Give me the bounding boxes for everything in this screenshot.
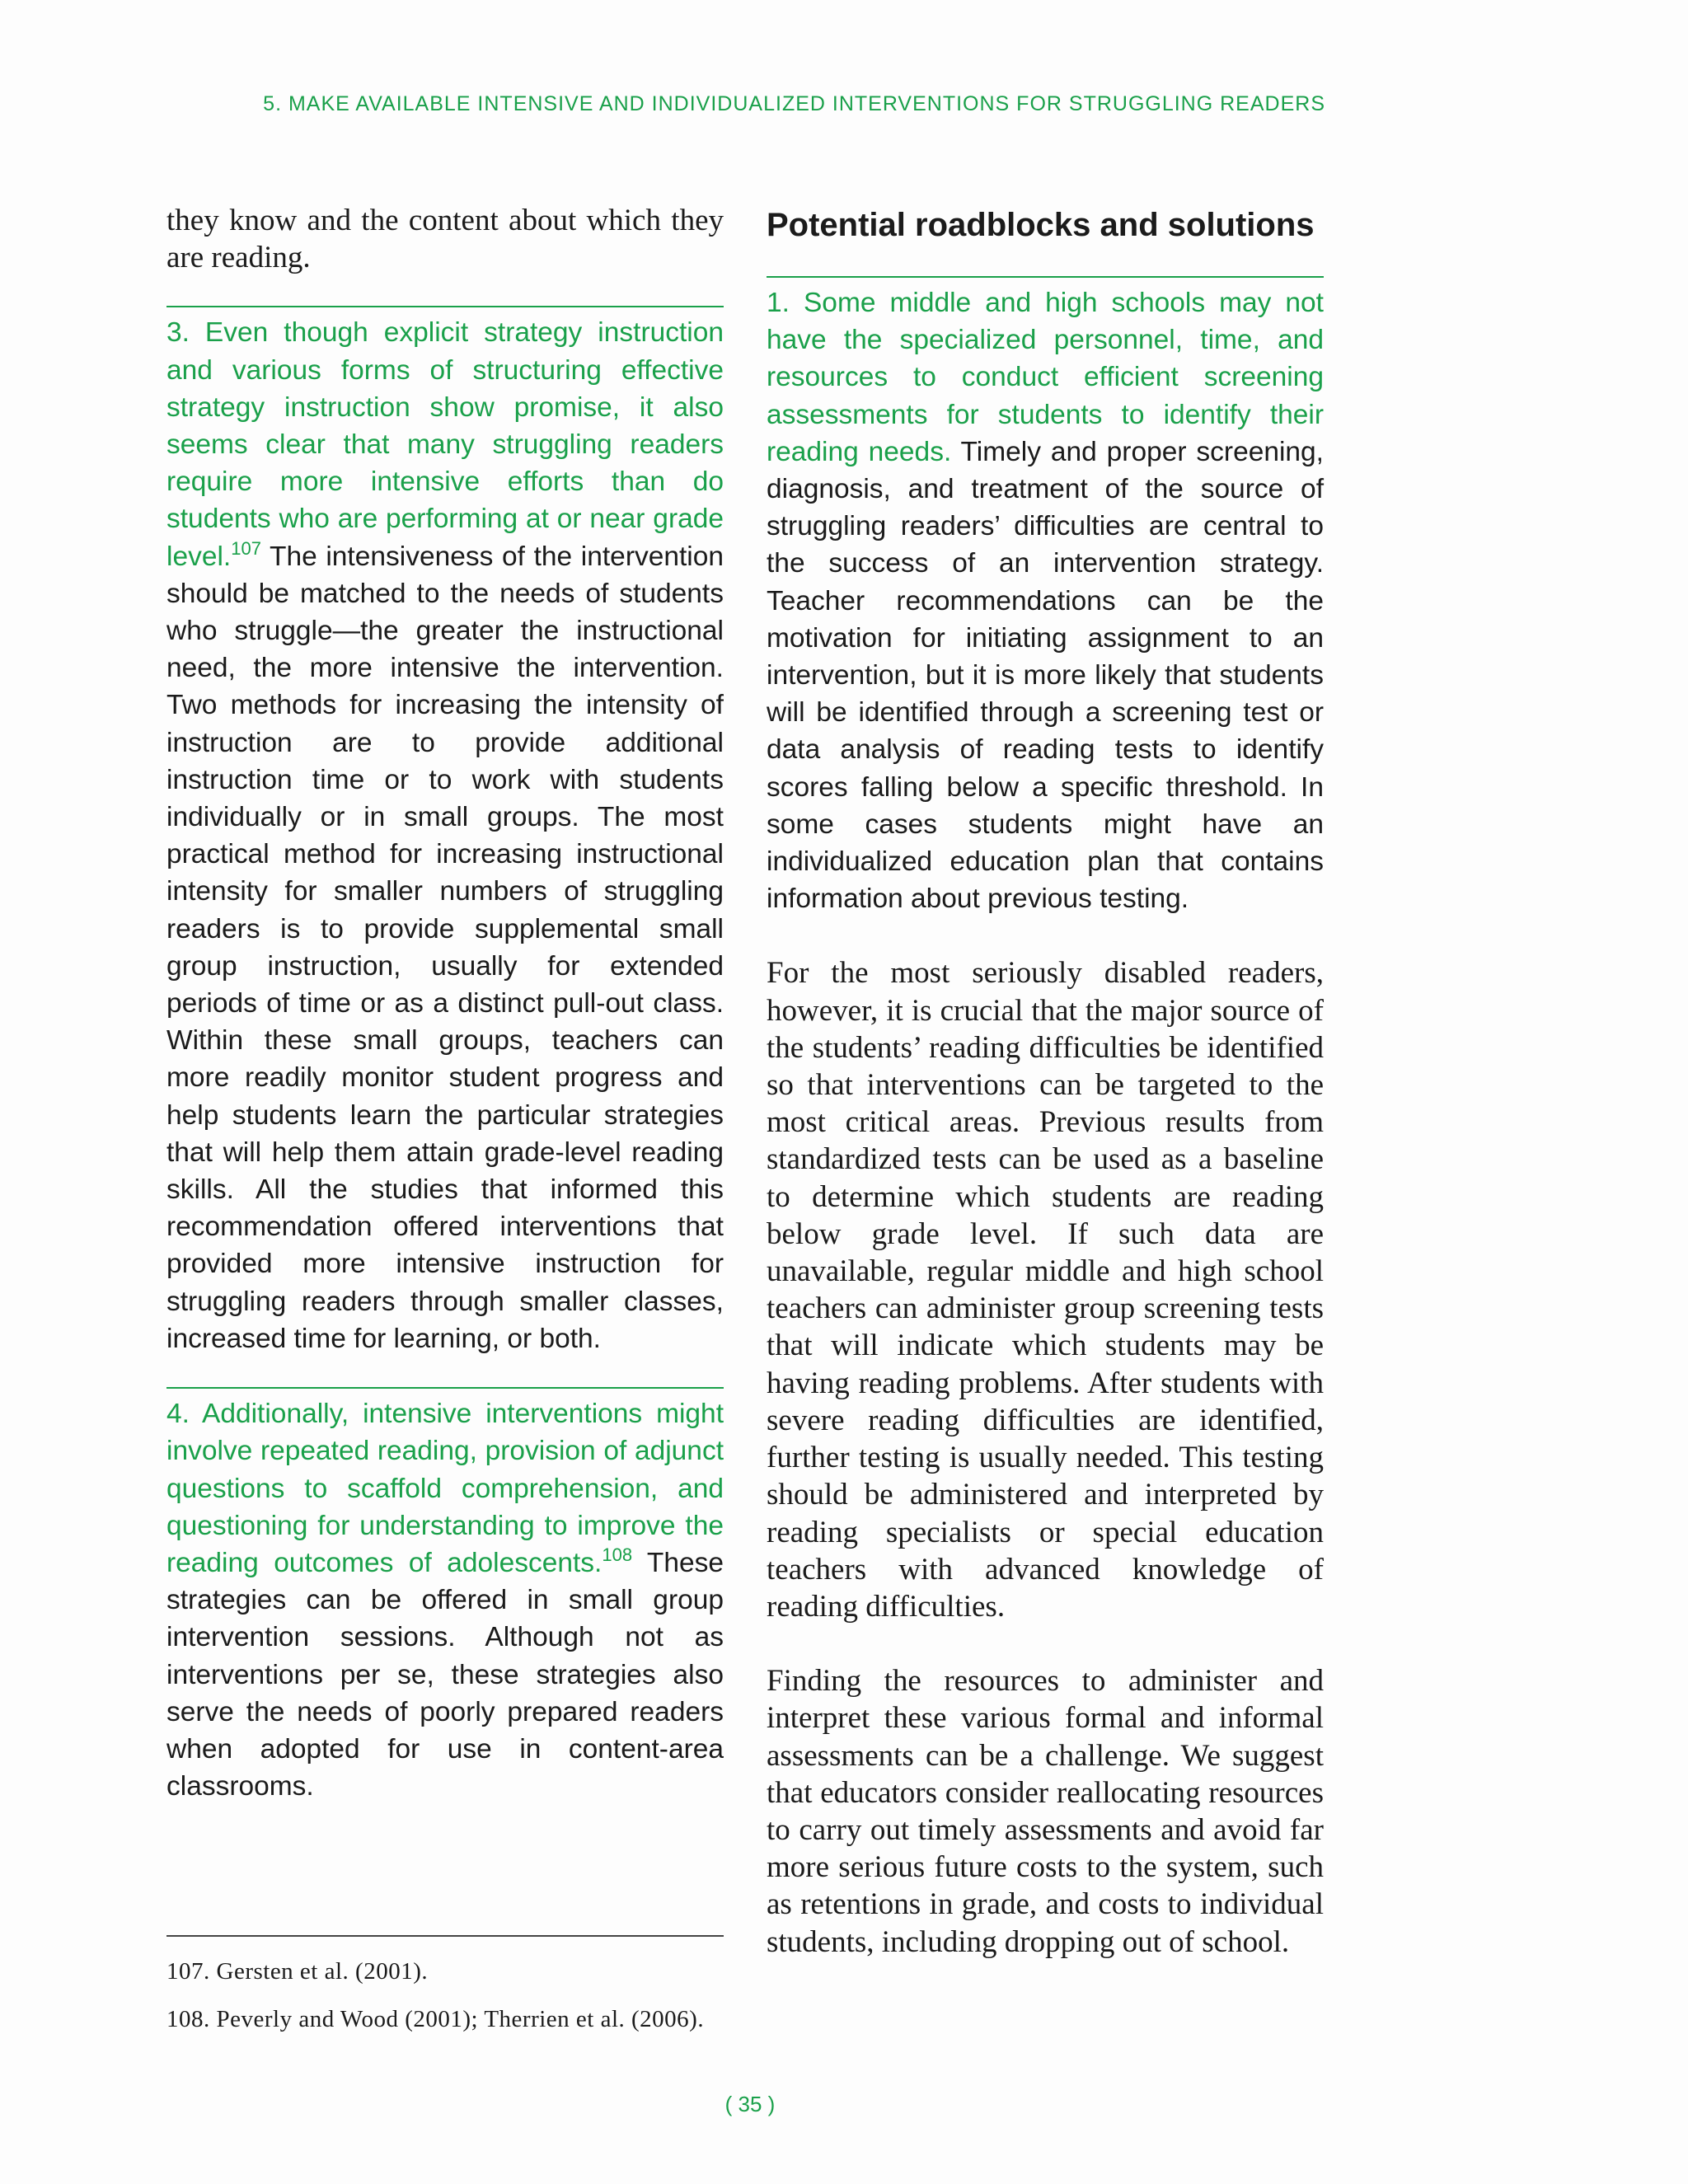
item-3-paragraph: [166, 314, 724, 1357]
running-header: 5. MAKE AVAILABLE INTENSIVE AND INDIVIDUALIZED INTERVENTIONS FOR STRUGGLING READERS: [263, 92, 1325, 115]
footnotes: [166, 1935, 724, 2036]
section-divider: [767, 276, 1324, 278]
section-divider: [166, 1387, 724, 1389]
item-4-paragraph: [166, 1395, 724, 1805]
item-4-lead: 4. Additionally, intensive interventions might involve repeated reading, provision of adjunct questions to scaffold comprehension, and questioning for understanding to improve the reading outcomes of adolescents.: [166, 1399, 724, 1578]
item-4-body: These strategies can be offered in small group intervention sessions. Although not as interventions per se, these strategies also serve the needs of poorly prepared readers when adopted for use in content-area classrooms.: [166, 1547, 724, 1802]
section-heading: Potential roadblocks and solutions: [767, 207, 1315, 243]
footnote-rule: [166, 1935, 724, 1937]
solution-paragraph-3: Finding the resources to administer and interpret these various formal and informal assessments can be a challenge. We suggest that educators consider reallocating resources to carry out timely assessments and avoid far more serious future costs to the system, such as retentions in grade, and costs to individual students, including dropping out of school.: [767, 1664, 1324, 1959]
solution-paragraph-2: For the most seriously disabled readers, however, it is crucial that the major source of the students’ reading difficulties be identified so that interventions can be targeted to the most critical areas. Previous results from standardized tests can be used as a baseline to determine which students are reading below grade level. If such data are unavailable, regular middle and high school teachers can administer group screening tests that will indicate which students may be having reading problems. After students with severe reading difficulties are identified, further testing is usually needed. This testing should be administered and interpreted by reading specialists or special education teachers with advanced knowledge of reading difficulties.: [767, 956, 1324, 1624]
footnote-107: 107. Gersten et al. (2001).: [166, 1958, 429, 1985]
roadblock-1-body: Timely and proper screening, diagnosis, and treatment of the source of struggling readers’ difficulties are central to the success of an intervention strategy. Teacher recommendations can be the motivation for initiating assignment to an intervention, but it is more likely that students will be identified through a screening test or data analysis of reading tests to identify scores falling below a specific threshold. In some cases students might have an individualized education plan that contains information about previous testing.: [767, 436, 1324, 915]
roadblock-1-paragraph: [767, 284, 1324, 917]
right-column: [767, 202, 1324, 1961]
left-column: [166, 202, 724, 1805]
item-3-body: The intensiveness of the intervention should be matched to the needs of students who struggle—the greater the instructional need, the more intensive the intervention. Two methods for increasing the intensity of instruction are to provide additional instruction time or to work with students individually or in small groups. The most practical method for increasing instructional intensity for smaller numbers of struggling readers is to provide supplemental small group instruction, usually for extended periods of time or as a distinct pull-out class. Within these small groups, teachers can more readily monitor student progress and help students learn the particular strategies that will help them attain grade-level reading skills. All the studies that informed this recommendation offered interventions that provided more intensive instruction for struggling readers through smaller classes, increased time for learning, or both.: [166, 541, 724, 1354]
section-divider: [166, 306, 724, 307]
footnote-108: 108. Peverly and Wood (2001); Therrien et al. (2006).: [166, 2006, 705, 2032]
item-3-lead: 3. Even though explicit strategy instruction and various forms of structuring effective strategy instruction show promise, it also seems clear that many struggling readers require more intensive efforts than do students who are performing at or near grade level.: [166, 317, 724, 572]
roadblock-1-lead: 1. Some middle and high schools may not have the specialized personnel, time, and resources to conduct efficient screening assessments for students to identify their reading needs.: [767, 288, 1324, 467]
footnote-ref-108[interactable]: 108: [602, 1544, 633, 1565]
continued-paragraph: they know and the content about which they are reading.: [166, 204, 724, 275]
page-number: ( 35 ): [724, 2092, 776, 2116]
footnote-ref-107[interactable]: 107: [231, 537, 261, 559]
